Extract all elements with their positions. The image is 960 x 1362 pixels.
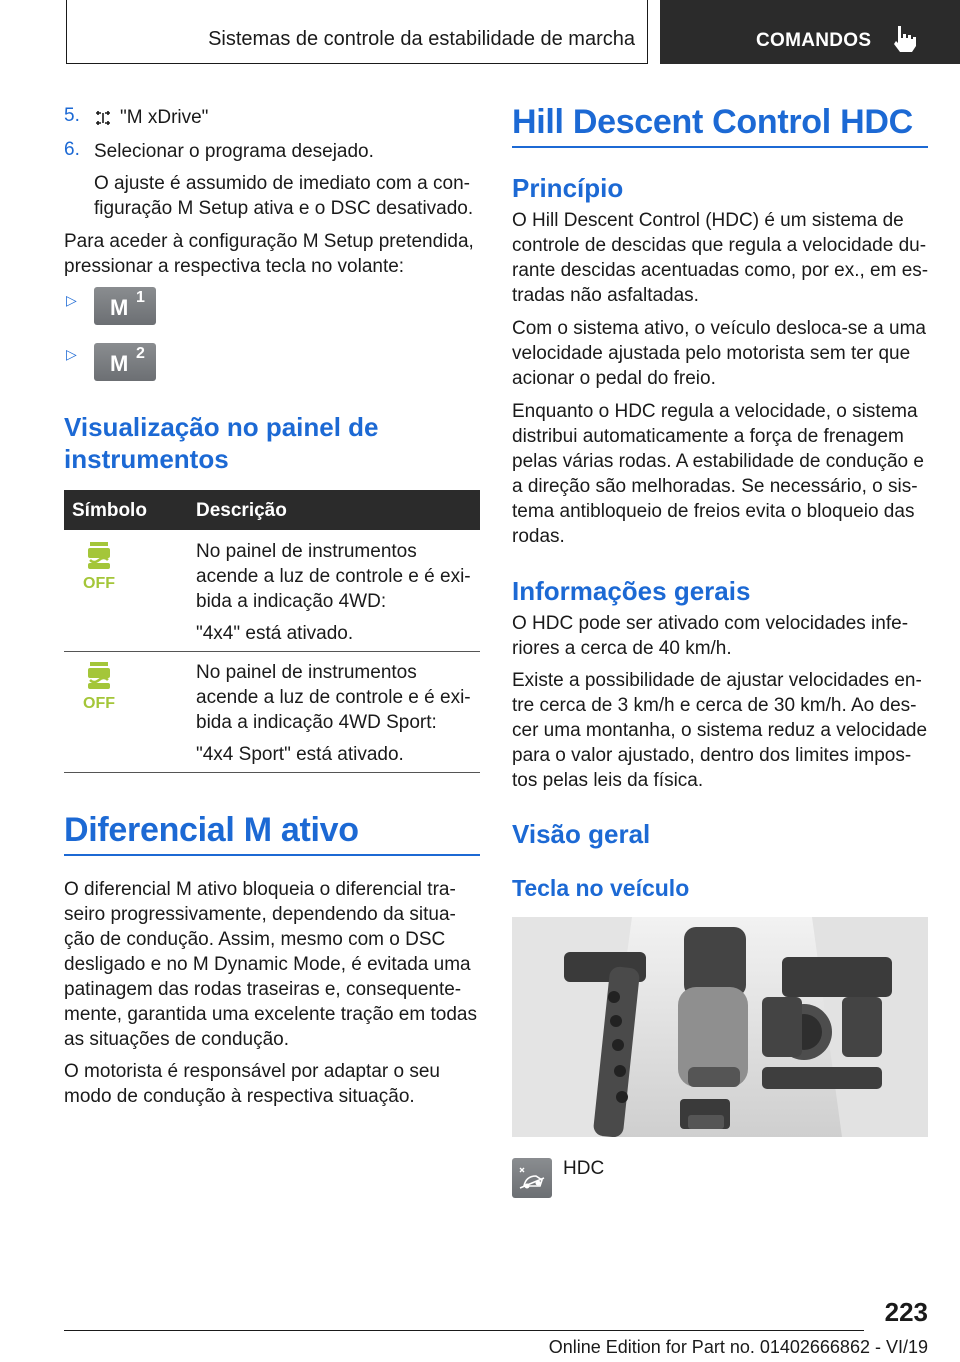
row-desc-line: acende a luz de controle e é exi- (196, 687, 471, 708)
center-console-photo (512, 917, 928, 1137)
hdc-heading: Hill Descent Control HDC (512, 103, 913, 141)
para-line: tradas não asfaltadas. (512, 285, 699, 306)
para-line: cer uma montanha, o sistema reduz a velocidade (512, 720, 928, 741)
step-number: 6. (64, 139, 80, 160)
step-6-detail-line: figuração M Setup ativa e o DSC desativado. (94, 198, 474, 219)
table-row-divider (64, 651, 480, 652)
diff-heading: Diferencial M ativo (64, 811, 359, 849)
viz-heading-line: Visualização no painel de (64, 412, 379, 442)
para-line: tema antibloqueio de freios evita o bloqueio das (512, 501, 915, 522)
console-illustration (512, 917, 928, 1137)
step-6-text: Selecionar o programa desejado. (94, 141, 374, 162)
table-header (64, 490, 480, 530)
m-label: M (110, 351, 129, 376)
lamp-off-text: OFF (83, 575, 115, 592)
para-line: Existe a possibilidade de ajustar velocidades en- (512, 670, 922, 691)
para-line: tos pelas leis da física. (512, 770, 704, 791)
row-note: "4x4 Sport" está ativado. (196, 744, 404, 765)
button-in-vehicle-heading: Tecla no veículo (512, 875, 690, 901)
para-line: controle de descidas que regula a velocidade du- (512, 235, 927, 256)
para-line: O Hill Descent Control (HDC) é um sistema de (512, 210, 904, 231)
lamp-off-text: OFF (83, 695, 115, 712)
col-header-description: Descrição (196, 500, 287, 521)
page-number: 223 (884, 1297, 928, 1327)
row-desc-line: acende a luz de controle e é exi- (196, 566, 471, 587)
heading-rule (512, 146, 928, 148)
para-line: desligado e no M Dynamic Mode, é evitada uma (64, 954, 471, 975)
principio-heading: Princípio (512, 173, 624, 203)
para-line: distribui automaticamente a força de frenagem (512, 426, 904, 447)
m-sup: 1 (136, 289, 145, 306)
step-5-text: "M xDrive" (120, 107, 209, 128)
pointing-hand-icon (892, 24, 918, 54)
m2-button-icon (94, 343, 156, 381)
row-desc-line: No painel de instrumentos (196, 662, 417, 683)
row-desc-line: bida a indicação 4WD: (196, 591, 387, 612)
bullet-marker: ▷ (66, 346, 77, 362)
para-line: as situações de condução. (64, 1029, 289, 1050)
heading-rule (64, 854, 480, 856)
para-line: rodas. (512, 526, 565, 547)
para-line: para o valor ajustado, dentro dos limites impos- (512, 745, 912, 766)
hdc-label: HDC (563, 1158, 605, 1179)
para-line: O HDC pode ser ativado com velocidades infe- (512, 613, 909, 634)
4wd-off-lamp-icon (82, 540, 116, 592)
step-6-detail-line: O ajuste é assumido de imediato com a con- (94, 173, 470, 194)
para-line: seiro progressivamente, dependendo da situa- (64, 904, 456, 925)
para-line: O diferencial M ativo bloqueia o diferencial tra- (64, 879, 456, 900)
intro-line: Para aceder à configuração M Setup pretendida, (64, 231, 474, 252)
info-paragraph-2 (512, 668, 932, 793)
4wd-sport-off-lamp-icon (82, 660, 116, 712)
chapter-tab-label: COMANDOS (756, 30, 872, 51)
para-line: Com o sistema ativo, o veículo desloca-se a uma (512, 318, 926, 339)
para-line: acionar o pedal do freio. (512, 368, 716, 389)
hdc-button-icon (512, 1158, 552, 1198)
principio-paragraph-1 (512, 208, 932, 308)
chapter-tab[interactable] (660, 0, 960, 64)
principio-paragraph-3 (512, 399, 932, 549)
table-row-divider (64, 772, 480, 773)
principio-paragraph-2 (512, 316, 932, 391)
para-line: velocidade ajustada pelo motorista sem ter que (512, 343, 911, 364)
footer-rule (64, 1330, 864, 1331)
hill-descent-icon (512, 1158, 552, 1198)
diff-paragraph-1 (64, 877, 484, 1052)
row-desc-line: bida a indicação 4WD Sport: (196, 712, 437, 733)
para-line: riores a cerca de 40 km/h. (512, 638, 732, 659)
para-line: modo de condução à respectiva situação. (64, 1086, 415, 1107)
bullet-marker: ▷ (66, 292, 77, 308)
col-header-symbol: Símbolo (72, 500, 147, 521)
viz-heading-line: instrumentos (64, 444, 229, 474)
para-line: tre cerca de 3 km/h e cerca de 30 km/h. Ao des- (512, 695, 917, 716)
info-paragraph-1 (512, 611, 932, 661)
para-line: O motorista é responsável por adaptar o seu (64, 1061, 440, 1082)
overview-heading: Visão geral (512, 819, 651, 849)
intro-line: pressionar a respectiva tecla no volante: (64, 256, 405, 277)
row-desc-line: No painel de instrumentos (196, 541, 417, 562)
m-sup: 2 (136, 345, 145, 362)
header-frame (66, 0, 648, 64)
para-line: a direção são melhoradas. Se necessário, o sis- (512, 476, 918, 497)
para-line: rante descidas acentuadas como, por ex., em es- (512, 260, 929, 281)
para-line: mente, garantida uma excelente tração em todas (64, 1004, 477, 1025)
diff-paragraph-2 (64, 1059, 484, 1109)
row-note: "4x4" está ativado. (196, 623, 354, 644)
m1-button-icon (94, 287, 156, 325)
xdrive-icon (94, 110, 112, 126)
para-line: pelas várias rodas. A estabilidade de condução e (512, 451, 924, 472)
info-heading: Informações gerais (512, 576, 751, 606)
para-line: ção de condução. Assim, mesmo com o DSC (64, 929, 446, 950)
para-line: patinagem das rodas traseiras e, consequente- (64, 979, 462, 1000)
section-title: Sistemas de controle da estabilidade de marcha (208, 28, 635, 50)
step-number: 5. (64, 105, 80, 126)
para-line: Enquanto o HDC regula a velocidade, o sistema (512, 401, 918, 422)
edition-text: Online Edition for Part no. 01402666862 - VI/19 (548, 1337, 928, 1357)
m-label: M (110, 295, 129, 320)
